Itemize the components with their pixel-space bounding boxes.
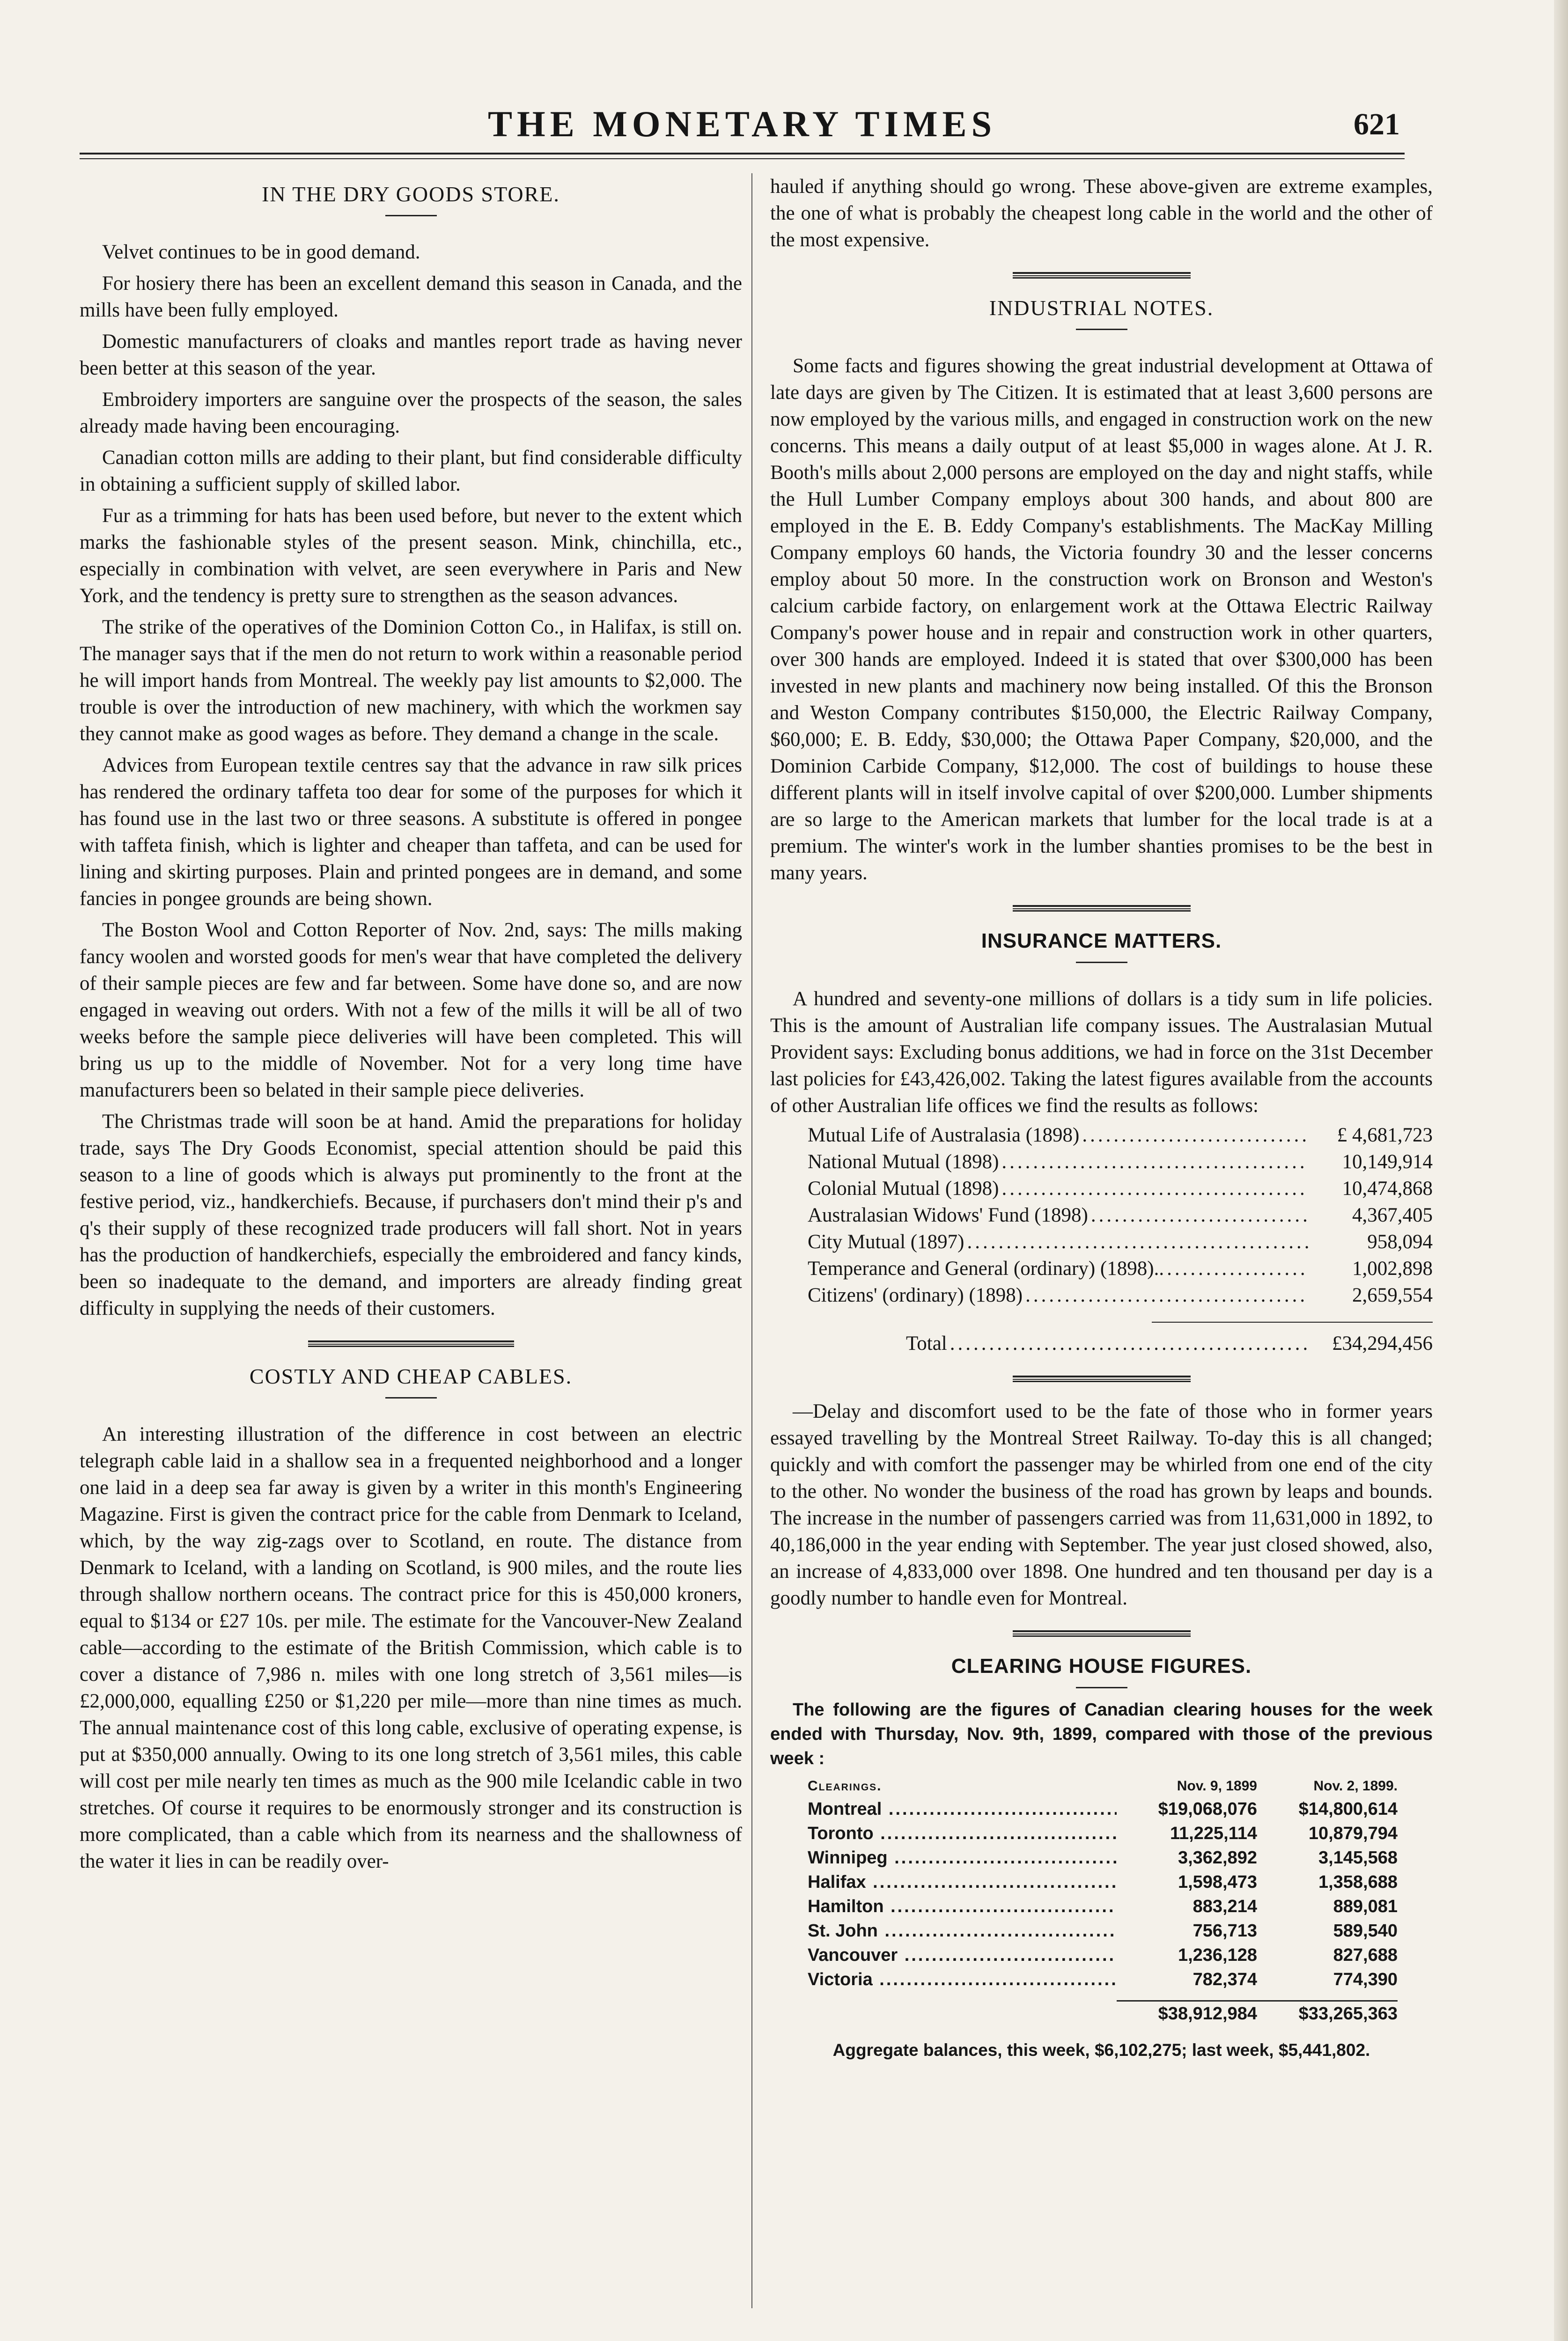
company-name: City Mutual (1897): [808, 1231, 964, 1253]
total-rule: [1152, 1322, 1433, 1323]
col-this-week: Nov. 9, 1899: [1177, 1778, 1257, 1794]
policy-amount: 1,002,898: [1352, 1258, 1433, 1280]
aggregate-balances: Aggregate balances, this week, $6,102,275; last week, $5,441,802.: [832, 2040, 1370, 2060]
section-separator: [1013, 905, 1191, 912]
leader-dots: [888, 1848, 1117, 1868]
heading-dash: [385, 1397, 437, 1399]
last-week-value: 827,688: [1333, 1945, 1398, 1965]
clearing-row: [808, 1919, 1416, 1943]
clearing-row: [808, 1894, 1416, 1919]
policy-amount: 4,367,405: [1352, 1204, 1433, 1226]
this-week-value: 782,374: [1193, 1970, 1257, 1989]
leader-dots: [866, 1872, 1117, 1892]
policy-amount: 2,659,554: [1352, 1284, 1433, 1306]
article-paragraph: Domestic manufacturers of cloaks and mantles report trade as having never been better at this season of the year.: [80, 331, 742, 379]
heading-dash: [1076, 329, 1127, 330]
clearing-row: [808, 1846, 1416, 1870]
clearing-row: [808, 1967, 1416, 1992]
city-name: Toronto: [808, 1824, 874, 1843]
leader-dots: [967, 1229, 1308, 1255]
article-paragraph: For hosiery there has been an excellent demand this season in Canada, and the mills have been fully employed.: [80, 272, 742, 321]
article-paragraph: Velvet continues to be in good demand.: [102, 241, 420, 263]
leader-dots: [1025, 1282, 1308, 1309]
city-name: St. John: [808, 1921, 878, 1941]
this-week-value: 1,598,473: [1178, 1872, 1257, 1892]
company-name: Mutual Life of Australasia (1898): [808, 1124, 1080, 1146]
city-name: Vancouver: [808, 1945, 898, 1965]
clearing-table: [808, 1775, 1416, 2026]
company-name: Colonial Mutual (1898): [808, 1178, 999, 1200]
leader-dots: [950, 1330, 1308, 1357]
clearing-row: [808, 1943, 1416, 1967]
article-paragraph: Advices from European textile centres say that the advance in raw silk prices has rendered the ordinary taffeta too dear for some of the purposes for which it has found use in the last two or three seasons. A substitute is offered in pongee with taffeta finish, which is lighter and cheaper than taffeta, and can be used for lining and skirting purposes. Plain and printed pongees are in demand, and some fancies in pongee grounds are being shown.: [80, 754, 742, 910]
this-week-value: $19,068,076: [1158, 1799, 1257, 1819]
policy-amount: 10,149,914: [1342, 1151, 1433, 1173]
section-separator: [308, 1340, 514, 1347]
leader-dots: [878, 1921, 1117, 1941]
page-edge: [1554, 0, 1568, 2341]
cables-article: [80, 1421, 742, 1875]
insurance-total: [808, 1322, 1433, 1357]
clearing-row: [808, 1870, 1416, 1894]
this-week-value: 883,214: [1193, 1897, 1257, 1916]
article-paragraph: Embroidery importers are sanguine over the prospects of the season, the sales already made having been encouraging.: [80, 389, 742, 437]
clearing-intro: The following are the figures of Canadian clearing houses for the week ended with Thursday, Nov. 9th, 1899, compared with those of the previous week :: [770, 1700, 1433, 1768]
total-last-week: $33,265,363: [1257, 2000, 1398, 2026]
article-paragraph: An interesting illustration of the difference in cost between an electric telegraph cable laid in a shallow sea in a frequented neighborhood and a longer one laid in a deep sea far away is given by a writer in this month's Engineering Magazine. First is given the contract price for the cable from Denmark to Iceland, which, by the way zig-zags over to Scotland, en route. The distance from Denmark to Iceland, with a landing on Scotland, is 900 miles, and the route lies through shallow northern oceans. The contract price for this is 450,000 kroners, equal to $134 or £27 10s. per mile. The estimate for the Vancouver-New Zealand cable—according to the estimate of the British Commission, which cable is to cover a distance of 7,986 n. miles with one long stretch of 3,561 miles—is £2,000,000, equalling £250 or $1,220 per mile—more than nine times as much. The annual maintenance cost of this long cable, exclusive of operating expense, is put at $350,000 annually. Owing to its one long stretch of 3,561 miles, this cable will cost per mile nearly ten times as much as the 900 mile Icelandic cable in two stretches. Of course it requires to be enormously stronger and its construction is more complicated, than a cable which from its nearness and the shallowness of the water it lies in can be readily over-: [80, 1423, 742, 1872]
insurance-row: [808, 1202, 1433, 1229]
cables-continuation: hauled if anything should go wrong. These above-given are extreme examples, the one of what is probably the cheapest long cable in the world and the other of the most expensive.: [770, 176, 1433, 251]
insurance-row: [808, 1255, 1433, 1282]
insurance-intro: A hundred and seventy-one millions of dollars is a tidy sum in life policies. This is the amount of Australian life company issues. The Australasian Mutual Provident says: Excluding bonus additions, we had in force on the 31st December last policies for £43,426,002. Taking the latest figures available from the accounts of other Australian life offices we find the results as follows:: [770, 988, 1433, 1117]
cables-heading: COSTLY AND CHEAP CABLES.: [249, 1364, 573, 1388]
leader-dots: [1082, 1122, 1308, 1148]
left-column: [80, 173, 742, 1875]
insurance-row: [808, 1175, 1433, 1202]
total-this-week: $38,912,984: [1117, 2000, 1257, 2026]
leader-dots: [1001, 1175, 1308, 1202]
this-week-value: 1,236,128: [1178, 1945, 1257, 1965]
page-header: [80, 94, 1405, 150]
this-week-value: 756,713: [1193, 1921, 1257, 1941]
clearing-row: [808, 1821, 1416, 1846]
total-label: Total: [906, 1332, 947, 1355]
policy-amount: 958,094: [1367, 1231, 1433, 1253]
dry-goods-heading: IN THE DRY GOODS STORE.: [262, 182, 560, 206]
company-name: Citizens' (ordinary) (1898): [808, 1284, 1023, 1306]
article-paragraph: The strike of the operatives of the Dominion Cotton Co., in Halifax, is still on. The manager says that if the men do not return to work within a reasonable period he will import hands from Montreal. The weekly pay list amounts to $2,000. The trouble is over the introduction of new machinery, with which the workmen say they cannot make as good wages as before. They demand a change in the scale.: [80, 616, 742, 745]
industrial-article: [770, 353, 1433, 886]
article-paragraph: The Christmas trade will soon be at hand. Amid the preparations for holiday trade, says The Dry Goods Economist, special attention should be paid this season to a line of goods which is always put prominently to the front at the festive period, viz., handkerchiefs. Because, if purchasers don't mind their p's and q's their supply of these recognized trade producers will fall short. Not in years has the production of handkerchiefs, especially the embroidered and fancy kinds, been so inadequate to the demand, and importers are already finding great difficulty in supplying the needs of their customers.: [80, 1111, 742, 1319]
leader-dots: [898, 1945, 1117, 1965]
article-paragraph: Fur as a trimming for hats has been used before, but never to the extent which marks the fashionable styles of the present season. Mink, chinchilla, etc., especially in combination with velvet, are seen everywhere in Paris and New York, and the tendency is pretty sure to strengthen as the season advances.: [80, 505, 742, 607]
insurance-row: [808, 1122, 1433, 1148]
city-name: Halifax: [808, 1872, 866, 1892]
insurance-heading: INSURANCE MATTERS.: [981, 929, 1222, 952]
masthead: THE MONETARY TIMES: [488, 103, 996, 144]
insurance-total-row: [906, 1330, 1433, 1357]
heading-dash: [1076, 962, 1127, 963]
industrial-heading: INDUSTRIAL NOTES.: [989, 296, 1214, 320]
clearing-rows: [808, 1797, 1416, 1992]
insurance-row: [808, 1229, 1433, 1255]
clearing-row: [808, 1797, 1416, 1821]
column-divider: [751, 173, 752, 2308]
col-label: Clearings.: [808, 1778, 882, 1794]
section-separator: [1013, 1376, 1191, 1382]
article-paragraph: The Boston Wool and Cotton Reporter of Nov. 2nd, says: The mills making fancy woolen and worsted goods for men's wear that have completed the delivery of their sample pieces are few and far between. Some have done so, and are now engaged in weaving out orders. With not a few of the mills it will be all of two weeks before the sample piece deliveries will have been completed. This will bring us up to the middle of November. Not for a very long time have manufacturers been so belated in their sample piece deliveries.: [80, 919, 742, 1101]
city-name: Montreal: [808, 1799, 882, 1819]
city-name: Hamilton: [808, 1897, 884, 1916]
total-value: £34,294,456: [1332, 1332, 1433, 1355]
right-column: [770, 173, 1433, 2062]
insurance-table: [808, 1122, 1433, 1309]
company-name: Temperance and General (ordinary) (1898)..: [808, 1258, 1164, 1280]
last-week-value: 589,540: [1333, 1921, 1398, 1941]
dry-goods-article: [80, 239, 742, 1322]
policy-amount: 10,474,868: [1342, 1178, 1433, 1200]
last-week-value: 774,390: [1333, 1970, 1398, 1989]
leader-dots: [1167, 1255, 1308, 1282]
heading-dash: [385, 215, 437, 216]
heading-dash: [1076, 1687, 1127, 1688]
last-week-value: 3,145,568: [1318, 1848, 1398, 1868]
insurance-row: [808, 1282, 1433, 1309]
city-name: Victoria: [808, 1970, 873, 1989]
page-number: 621: [1354, 107, 1400, 141]
leader-dots: [874, 1824, 1117, 1843]
last-week-value: 10,879,794: [1308, 1824, 1398, 1843]
col-last-week: Nov. 2, 1899.: [1313, 1778, 1398, 1794]
section-separator: [1013, 272, 1191, 279]
last-week-value: $14,800,614: [1298, 1799, 1398, 1819]
this-week-value: 3,362,892: [1178, 1848, 1257, 1868]
last-week-value: 1,358,688: [1318, 1872, 1398, 1892]
city-name: Winnipeg: [808, 1848, 888, 1868]
leader-dots: [1001, 1148, 1308, 1175]
section-separator: [1013, 1630, 1191, 1637]
last-week-value: 889,081: [1333, 1897, 1398, 1916]
company-name: Australasian Widows' Fund (1898): [808, 1204, 1088, 1226]
header-rule: [80, 153, 1405, 159]
this-week-value: 11,225,114: [1170, 1824, 1257, 1843]
policy-amount: £ 4,681,723: [1337, 1124, 1433, 1146]
insurance-row: [808, 1148, 1433, 1175]
leader-dots: [882, 1799, 1117, 1819]
clearing-heading: CLEARING HOUSE FIGURES.: [951, 1655, 1252, 1678]
railway-paragraph: —Delay and discomfort used to be the fate of those who in former years essayed travelling by the Montreal Street Railway. To-day this is all changed; quickly and with comfort the passenger may be whirled from one end of the city to the other. No wonder the business of the road has grown by leaps and bounds. The increase in the number of passengers carried was from 11,631,000 in 1892, to 40,186,000 in the year ending with September. The year just closed showed, also, an increase of 4,833,000 over 1898. One hundred and ten thousand per day is a goodly number to handle even for Montreal.: [770, 1400, 1433, 1609]
company-name: National Mutual (1898): [808, 1151, 999, 1173]
article-paragraph: Canadian cotton mills are adding to their plant, but find considerable difficulty in obtaining a sufficient supply of skilled labor.: [80, 447, 742, 495]
clearing-total-row: [808, 2000, 1416, 2026]
clearing-header-row: [808, 1775, 1416, 1797]
leader-dots: [884, 1897, 1117, 1916]
article-paragraph: Some facts and figures showing the great industrial development at Ottawa of late days are given by The Citizen. It is estimated that at least 3,600 persons are now employed by the various mills, and engaged in construction work on the new concerns. This means a daily output of at least $5,000 in wages alone. At J. R. Booth's mills about 2,000 persons are employed on the day and night staffs, while the Hull Lumber Company employs about 300 hands, and about 800 are employed in the E. B. Eddy Company's establishments. The MacKay Milling Company employs 60 hands, the Victoria foundry 30 and the lesser concerns employ about 50 more. In the construction work on Bronson and Weston's calcium carbide factory, on enlargement work at the Ottawa Electric Railway Company's power house and in repair and construction work in other quarters, over 300 hands are employed. Indeed it is stated that over $300,000 has been invested in new plants and machinery now being installed. Of this the Bronson and Weston Company contributes $150,000, the Electric Railway Company, $60,000; E. B. Eddy, $30,000; the Ottawa Paper Company, $20,000, and the Dominion Carbide Company, $12,000. The cost of buildings to house these different plants will in itself involve capital of over $200,000. Lumber shipments are so large to the American markets that lumber for the local trade is at a premium. The winter's work in the lumber shanties promises to be the best in many years.: [770, 355, 1433, 884]
leader-dots: [873, 1970, 1117, 1989]
leader-dots: [1091, 1202, 1308, 1229]
